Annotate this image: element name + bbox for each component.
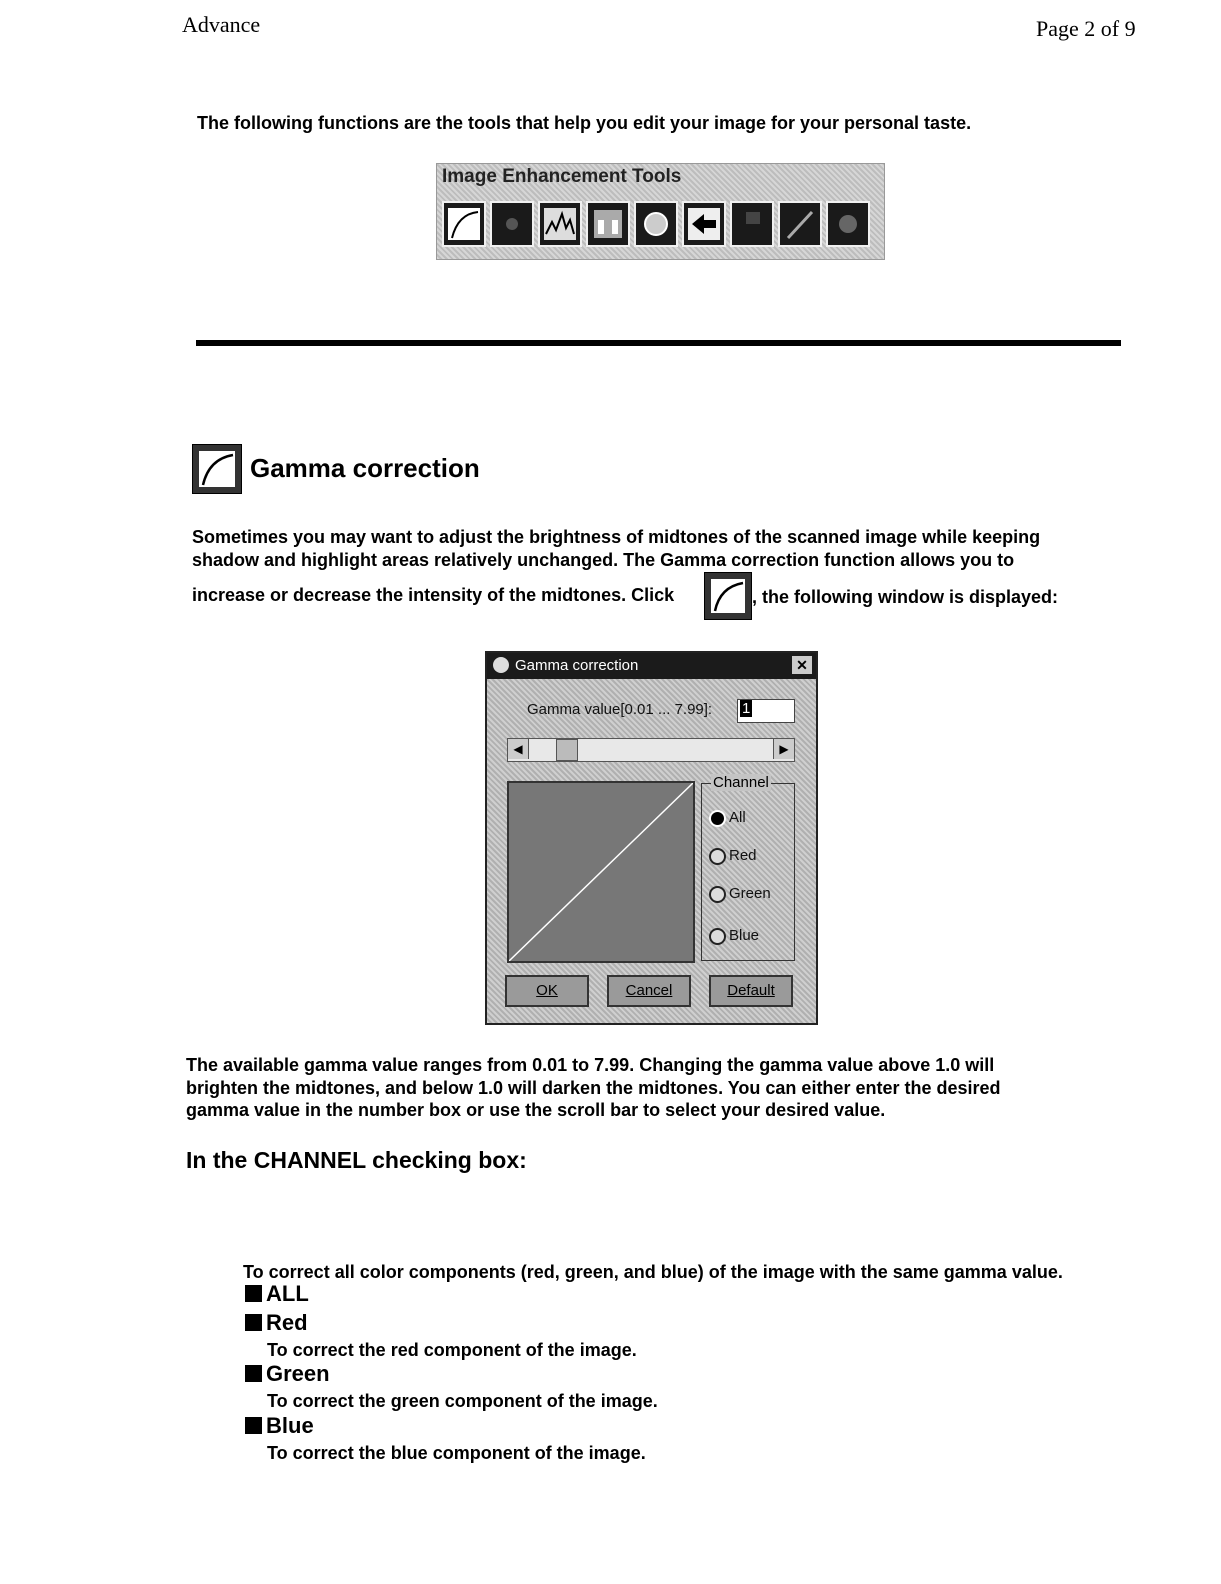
hue-icon[interactable] <box>634 201 678 247</box>
bullet-icon <box>245 1285 262 1302</box>
para1-line3-post: , the following window is displayed: <box>752 587 1059 607</box>
section-divider <box>196 340 1121 346</box>
all-label: ALL <box>245 1281 309 1307</box>
blue-label: Blue <box>245 1413 314 1439</box>
radio-red[interactable]: Red <box>709 847 757 865</box>
page-number: Page 2 of 9 <box>1036 16 1136 41</box>
scroll-thumb[interactable] <box>556 739 578 761</box>
bullet-icon <box>245 1365 262 1382</box>
all-desc: To correct all color components (red, green, and blue) of the image with the same gamma value. <box>243 1262 1063 1282</box>
close-icon[interactable]: ✕ <box>792 656 812 674</box>
scroll-left-icon[interactable]: ◀ <box>508 739 529 759</box>
dialog-titlebar <box>487 653 816 679</box>
bullet-icon <box>245 1417 262 1434</box>
app-icon <box>493 657 509 673</box>
gamma-icon <box>704 572 752 620</box>
header-left: Advance <box>182 12 261 37</box>
color-balance-icon[interactable] <box>586 201 630 247</box>
para1-line3-pre: increase or decrease the intensity of the midtones. Click <box>192 585 675 605</box>
invert-icon[interactable] <box>682 201 726 247</box>
channel-heading: In the CHANNEL checking box: <box>186 1147 527 1173</box>
red-desc: To correct the red component of the image. <box>267 1340 637 1360</box>
red-label: Red <box>245 1310 308 1336</box>
ok-button[interactable]: OK <box>505 975 589 1007</box>
default-button[interactable]: Default <box>709 975 793 1007</box>
gamma-icon <box>192 444 242 494</box>
radio-blue[interactable]: Blue <box>709 927 759 945</box>
dialog-title: Gamma correction <box>515 657 639 674</box>
image-enhancement-toolbar <box>436 163 885 260</box>
radio-green[interactable]: Green <box>709 885 771 903</box>
blue-desc: To correct the blue component of the image. <box>267 1443 646 1463</box>
gamma-dialog <box>485 651 818 1025</box>
bullet-icon <box>245 1314 262 1331</box>
gamma-curve-plot <box>507 781 695 963</box>
gamma-label: Gamma value[0.01 ... 7.99]: <box>527 701 713 718</box>
gamma-icon[interactable] <box>442 201 486 247</box>
para2-line2: brighten the midtones, and below 1.0 will darken the midtones. You can either enter the desired <box>186 1078 1001 1098</box>
channel-label: Channel <box>713 774 769 791</box>
radio-all[interactable]: All <box>709 809 746 827</box>
gamma-scrollbar[interactable] <box>507 738 795 762</box>
para1-line1: Sometimes you may want to adjust the brightness of midtones of the scanned image while keeping <box>192 527 1041 547</box>
gamma-value-input[interactable]: 1 <box>737 699 795 723</box>
section-title: Gamma correction <box>250 453 480 483</box>
toolbar-title: Image Enhancement Tools <box>442 166 682 187</box>
para2-line3: gamma value in the number box or use the scroll bar to select your desired value. <box>186 1100 886 1120</box>
green-desc: To correct the green component of the image. <box>267 1391 658 1411</box>
histogram-icon[interactable] <box>538 201 582 247</box>
blur-icon[interactable] <box>826 201 870 247</box>
cancel-button[interactable]: Cancel <box>607 975 691 1007</box>
brightness-icon[interactable] <box>490 201 534 247</box>
para2-line1: The available gamma value ranges from 0.01 to 7.99. Changing the gamma value above 1.0 will <box>186 1055 995 1075</box>
threshold-icon[interactable] <box>730 201 774 247</box>
sharpen-icon[interactable] <box>778 201 822 247</box>
para1-line2: shadow and highlight areas relatively unchanged. The Gamma correction function allows you to <box>192 550 1015 570</box>
scroll-right-icon[interactable]: ▶ <box>773 739 794 759</box>
intro-text: The following functions are the tools that help you edit your image for your personal taste. <box>197 113 972 133</box>
green-label: Green <box>245 1361 330 1387</box>
